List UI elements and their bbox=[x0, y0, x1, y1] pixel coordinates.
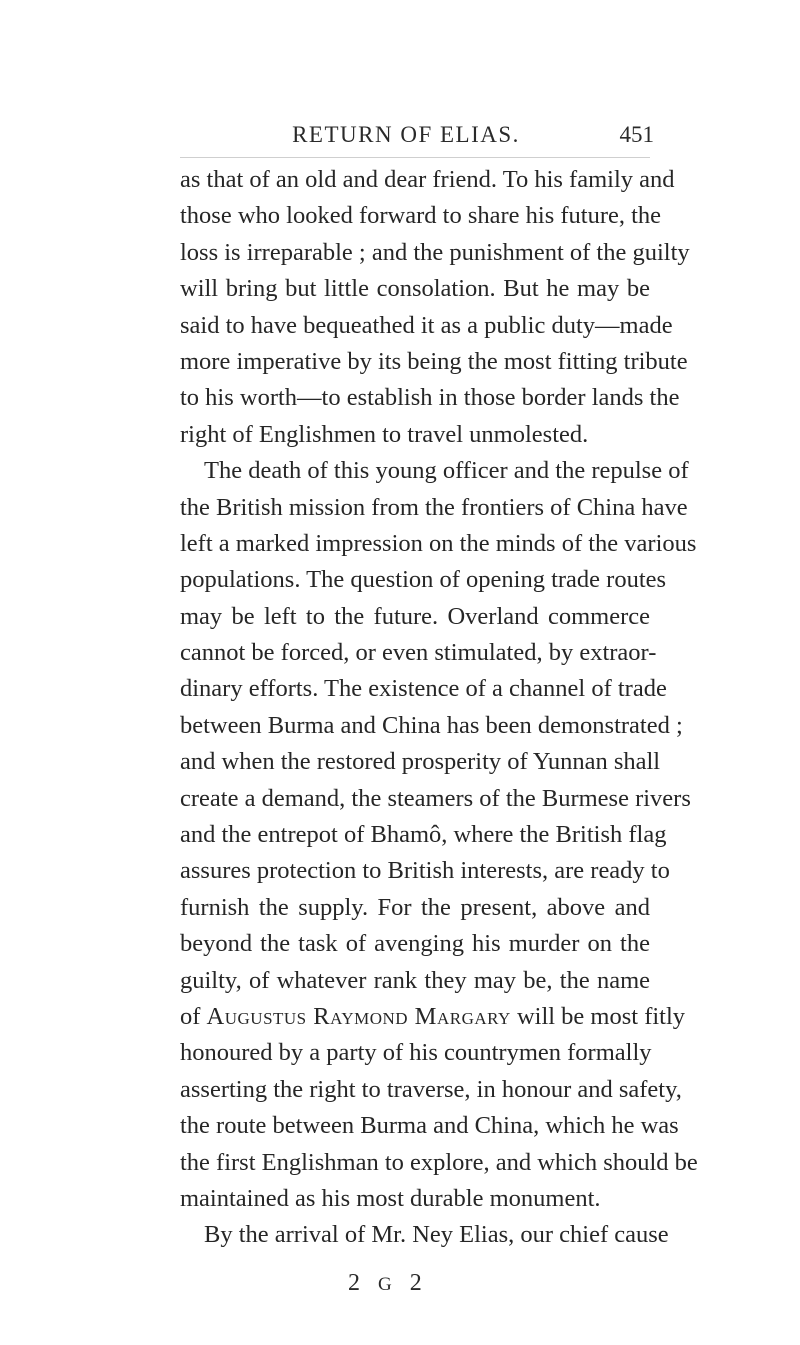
page-number: 451 bbox=[619, 122, 654, 147]
text-line: honoured by a party of his countrymen formally bbox=[180, 1039, 652, 1067]
text-line: to his worth—to establish in those border lands the bbox=[180, 384, 680, 412]
text-line: right of Englishmen to travel unmolested. bbox=[180, 420, 589, 448]
name-suffix: will be most fitly bbox=[516, 1002, 686, 1030]
running-title: RETURN OF ELIAS. bbox=[292, 122, 520, 147]
text-line: maintained as his most durable monument. bbox=[180, 1184, 601, 1212]
text-line: more imperative by its being the most fitting tribute bbox=[180, 347, 688, 375]
text-line: populations. The question of opening trade routes bbox=[180, 566, 667, 594]
text-line: and the entrepot of Bhamô, where the British flag bbox=[180, 821, 667, 849]
text-line: said to have bequeathed it as a public duty—made bbox=[180, 311, 673, 339]
text-line: may be left to the future. Overland commerce bbox=[180, 602, 650, 630]
text-line: create a demand, the steamers of the Burmese rivers bbox=[180, 784, 691, 812]
text-line: between Burma and China has been demonstrated ; bbox=[180, 711, 683, 739]
text-line: the British mission from the frontiers of China have bbox=[180, 493, 688, 521]
text-line: cannot be forced, or even stimulated, by extraor- bbox=[180, 639, 657, 667]
running-head bbox=[180, 118, 654, 152]
text-line: furnish the supply. For the present, above and bbox=[180, 893, 650, 921]
text-line: guilty, of whatever rank they may be, the name bbox=[180, 966, 650, 994]
signature-mark bbox=[348, 1266, 428, 1302]
text-line: the first Englishman to explore, and which should be bbox=[180, 1148, 698, 1176]
text-line: loss is irreparable ; and the punishment of the guilty bbox=[180, 238, 690, 266]
header-rule bbox=[180, 157, 650, 158]
text-line: assures protection to British interests, are ready to bbox=[180, 857, 670, 885]
text-line: left a marked impression on the minds of the various bbox=[180, 529, 697, 557]
body-text bbox=[180, 162, 698, 1254]
text-line: and when the restored prosperity of Yunnan shall bbox=[180, 748, 661, 776]
text-line: beyond the task of avenging his murder on the bbox=[180, 930, 650, 958]
signature-number: 2 bbox=[409, 1270, 428, 1296]
text-line: dinary efforts. The existence of a channel of trade bbox=[180, 675, 667, 703]
text-line-with-name bbox=[180, 999, 686, 1035]
text-line: The death of this young officer and the repulse of bbox=[204, 457, 689, 485]
text-line: the route between Burma and China, which he was bbox=[180, 1112, 679, 1140]
text-line: By the arrival of Mr. Ney Elias, our chief cause bbox=[204, 1221, 669, 1249]
person-name: Augustus Raymond Margary bbox=[206, 1002, 511, 1030]
text-line: those who looked forward to share his future, the bbox=[180, 202, 662, 230]
text-line: asserting the right to traverse, in honour and safety, bbox=[180, 1075, 682, 1103]
text-line: as that of an old and dear friend. To his family and bbox=[180, 166, 675, 193]
text-line: will bring but little consolation. But he may be bbox=[180, 275, 650, 303]
name-prefix: of bbox=[180, 1002, 201, 1030]
signature-number: 2 bbox=[348, 1270, 366, 1296]
signature-letter: G bbox=[378, 1274, 398, 1295]
